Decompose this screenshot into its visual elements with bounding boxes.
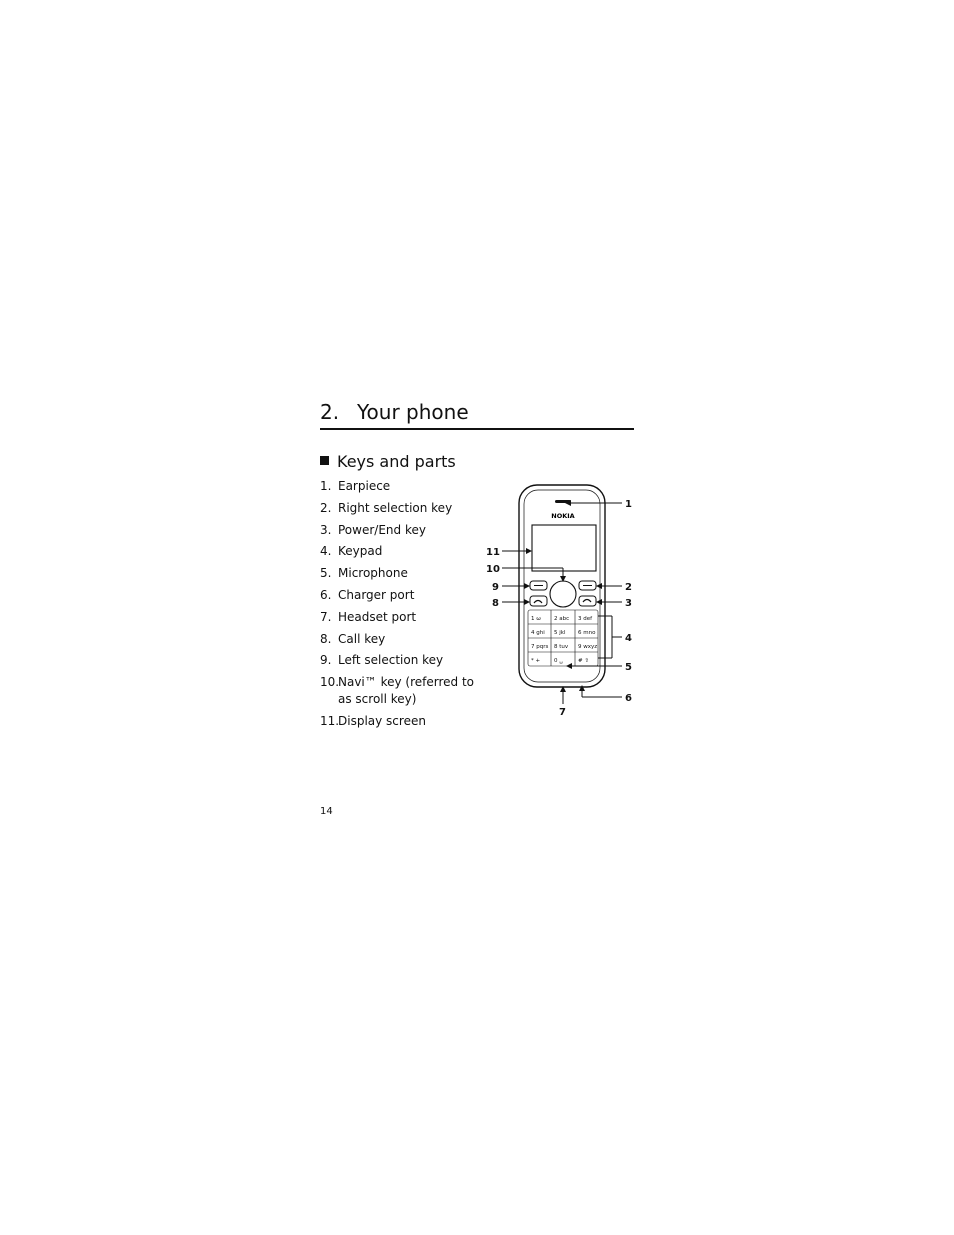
list-item xyxy=(320,543,485,560)
key-label: 0 ␣ xyxy=(554,658,563,664)
navi-key xyxy=(550,581,576,607)
key-label: 3 def xyxy=(578,616,593,622)
chapter-number: 2. xyxy=(320,400,340,424)
list-item xyxy=(320,713,485,730)
chapter-title-text: Your phone xyxy=(357,400,469,424)
section-title-text: Keys and parts xyxy=(337,452,456,471)
display-screen xyxy=(532,525,596,571)
brand-logo: NOKIA xyxy=(551,512,575,520)
item-number: 5. xyxy=(320,566,332,581)
parts-list xyxy=(320,478,485,735)
item-label: Charger port xyxy=(338,587,415,602)
callout-8: 8 xyxy=(492,598,499,609)
list-item xyxy=(320,522,485,539)
list-item xyxy=(320,674,485,708)
item-label: Power/End key xyxy=(338,522,426,537)
callout-6: 6 xyxy=(625,693,632,704)
item-label: Headset port xyxy=(338,609,417,624)
list-item xyxy=(320,631,485,648)
item-label: Left selection key xyxy=(338,653,444,668)
callout-7: 7 xyxy=(559,707,566,718)
item-number: 11. xyxy=(320,713,340,728)
item-number: 7. xyxy=(320,609,332,624)
key-label: * + xyxy=(531,658,541,664)
key-label: 4 ghi xyxy=(531,630,545,636)
callout-11: 11 xyxy=(486,547,500,558)
phone-diagram xyxy=(480,480,640,725)
list-item xyxy=(320,500,485,517)
item-label: Microphone xyxy=(338,566,408,581)
page-number: 14 xyxy=(320,806,333,817)
item-number: 3. xyxy=(320,522,332,537)
list-item xyxy=(320,652,485,669)
item-label: Keypad xyxy=(338,544,383,559)
callout-5: 5 xyxy=(625,662,632,673)
item-number: 10. xyxy=(320,675,340,690)
item-label: Navi™ key (referred to as scroll key) xyxy=(338,675,474,707)
section-title xyxy=(320,452,456,471)
key-label: 2 abc xyxy=(554,616,570,622)
callout-4: 4 xyxy=(625,633,632,644)
key-label: 8 tuv xyxy=(554,644,569,650)
callout-1: 1 xyxy=(625,499,632,510)
callout-9: 9 xyxy=(492,582,499,593)
key-label: 6 mno xyxy=(578,630,596,636)
item-label: Display screen xyxy=(338,713,426,728)
item-number: 4. xyxy=(320,544,332,559)
key-label: 1 ω xyxy=(531,616,541,622)
item-label: Call key xyxy=(338,631,386,646)
item-number: 1. xyxy=(320,479,332,493)
item-number: 6. xyxy=(320,587,332,602)
key-label: 9 wxyz xyxy=(578,644,598,650)
item-label: Right selection key xyxy=(338,500,453,515)
list-item xyxy=(320,565,485,582)
key-label: # ⇧ xyxy=(578,658,589,664)
list-item xyxy=(320,587,485,604)
power-end-key xyxy=(579,596,596,606)
item-number: 9. xyxy=(320,653,332,668)
section-bullet-icon xyxy=(320,456,329,465)
list-item xyxy=(320,609,485,626)
item-number: 8. xyxy=(320,631,332,646)
item-label: Earpiece xyxy=(338,479,391,493)
key-label: 7 pqrs xyxy=(531,644,549,650)
callout-10: 10 xyxy=(486,564,500,575)
key-label: 5 jkl xyxy=(554,630,566,636)
chapter-title xyxy=(320,400,634,430)
item-number: 2. xyxy=(320,500,332,515)
list-item xyxy=(320,478,485,495)
callout-2: 2 xyxy=(625,582,632,593)
callout-3: 3 xyxy=(625,598,632,609)
